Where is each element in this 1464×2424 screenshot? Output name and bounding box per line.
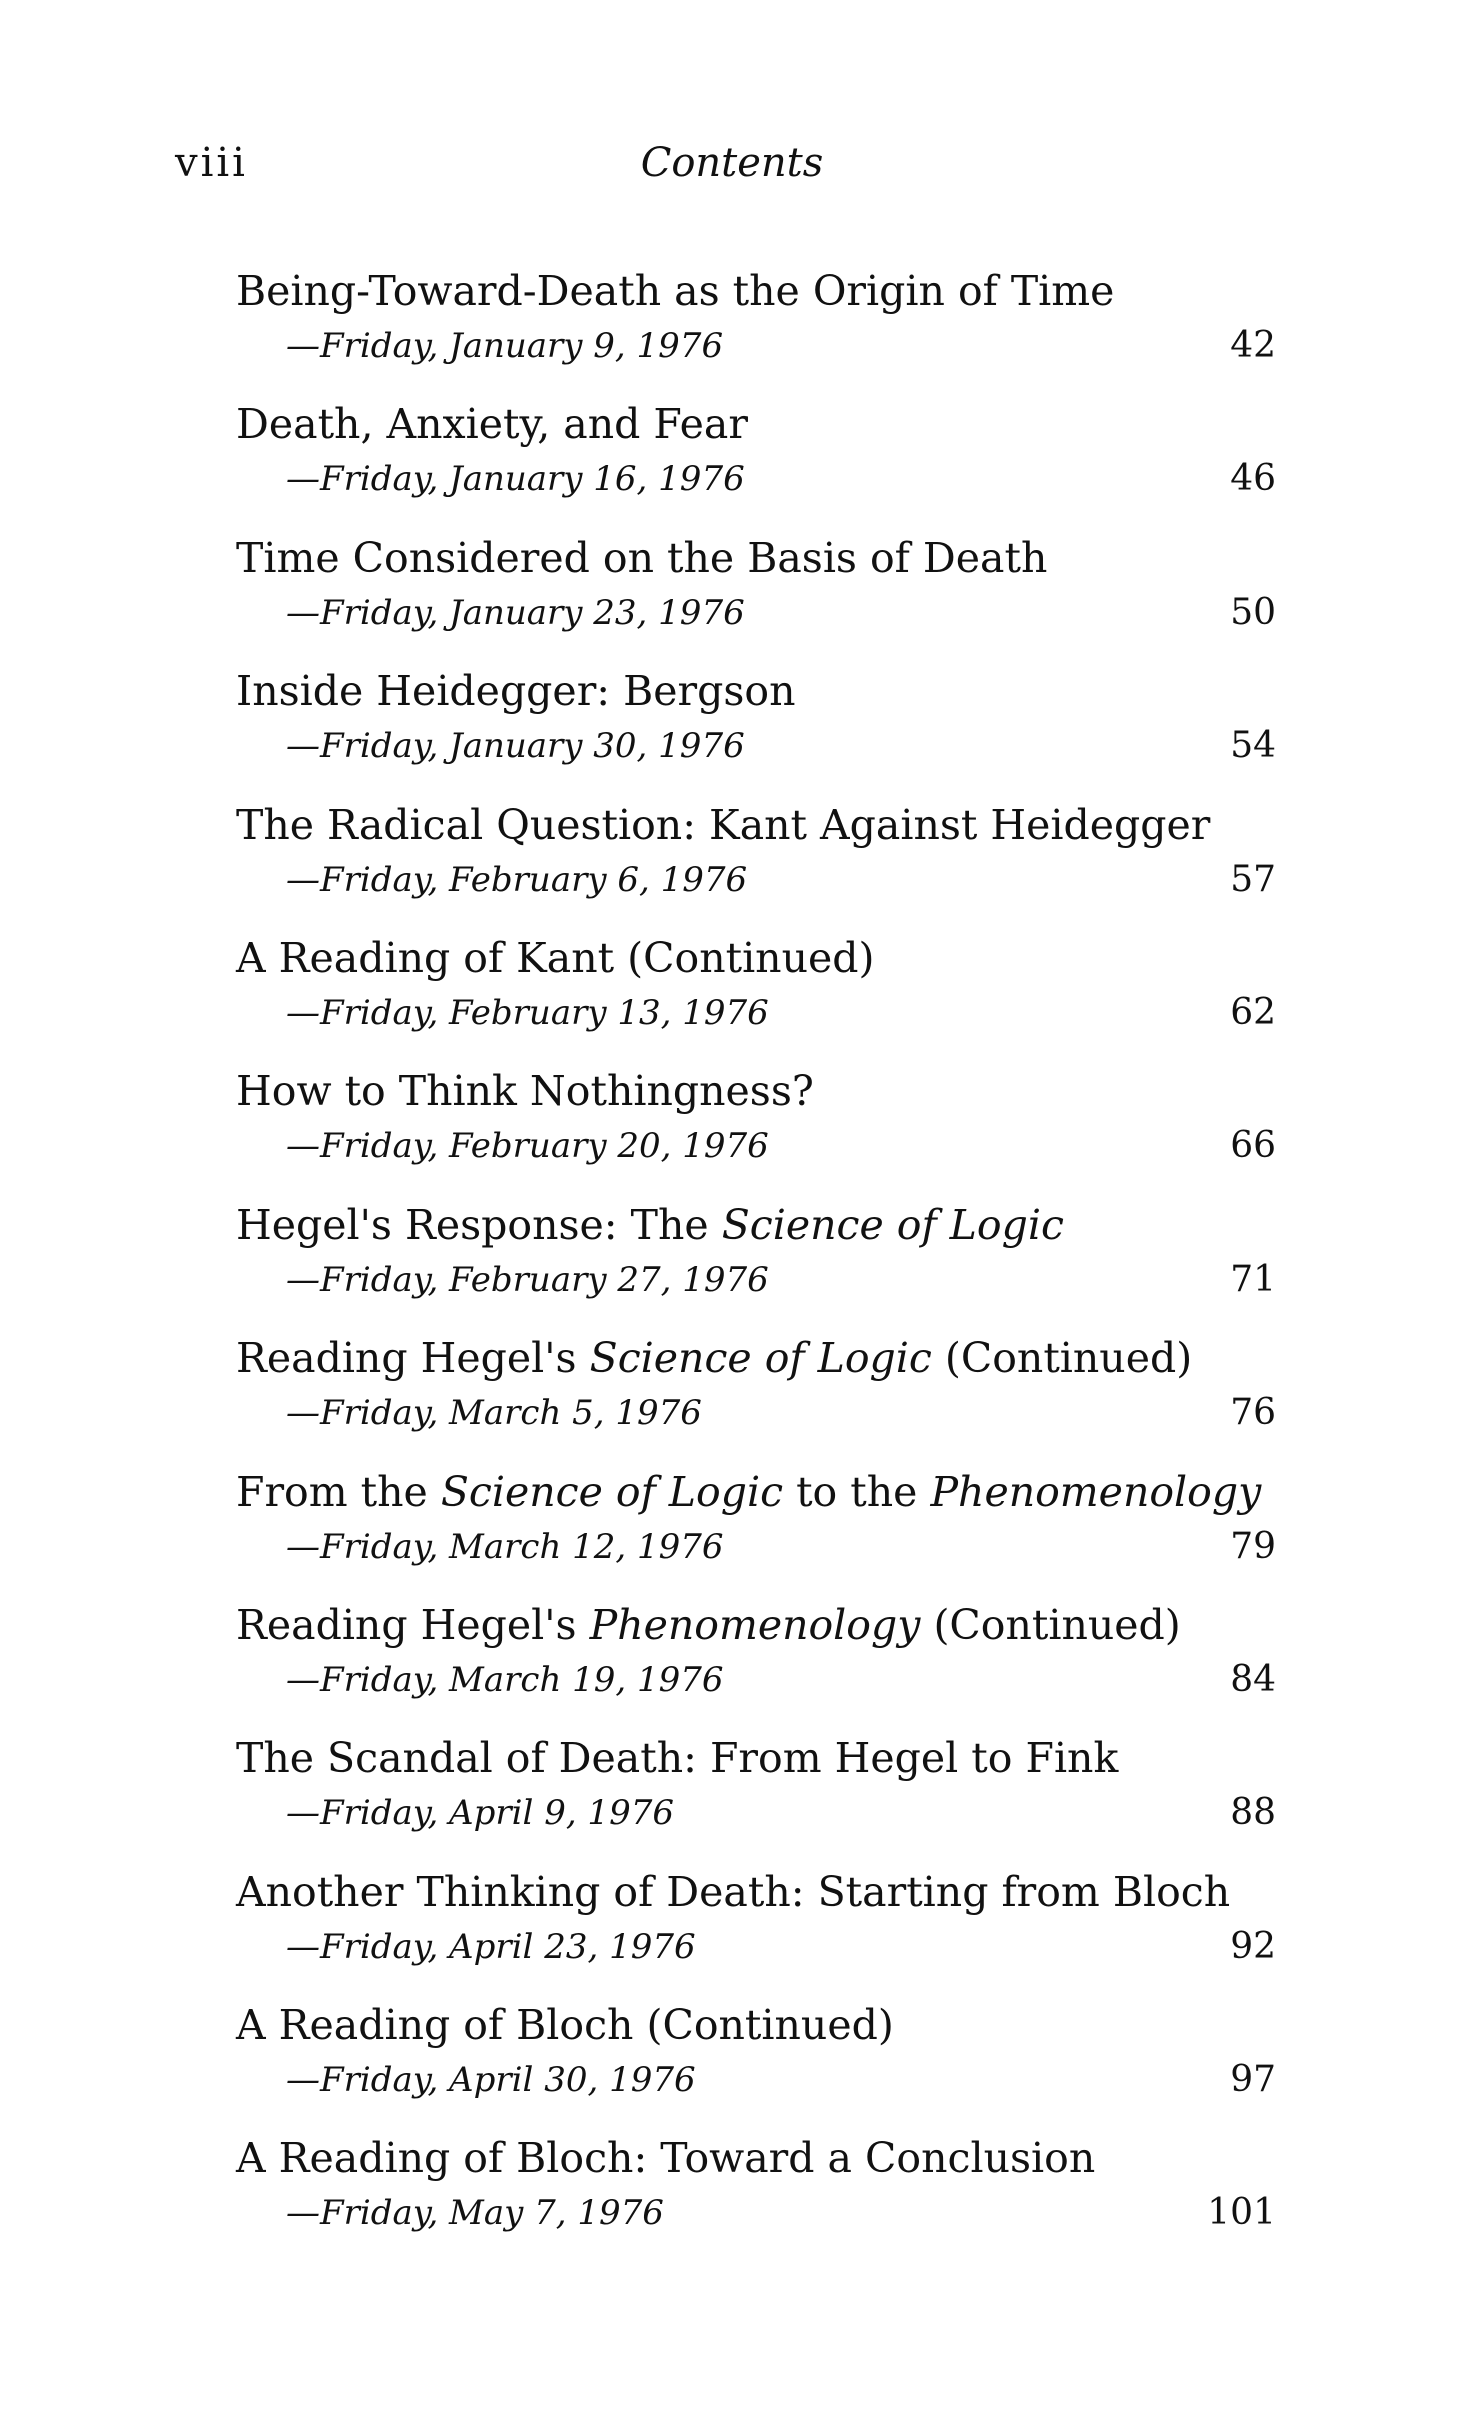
- entry-date: —Friday, February 27, 1976: [286, 1259, 769, 1300]
- entry-title: A Reading of Bloch: Toward a Conclusion: [236, 2134, 1096, 2183]
- title-text: (Continued): [920, 1600, 1181, 1649]
- entry-date: —Friday, February 13, 1976: [286, 992, 769, 1033]
- book-title-science-of-logic: Science of Logic: [440, 1467, 784, 1516]
- entry-page-number: 66: [1230, 1125, 1276, 1167]
- running-title: Contents: [640, 140, 824, 186]
- entry-page-number: 71: [1230, 1258, 1276, 1300]
- title-text: to the: [783, 1467, 931, 1516]
- toc-entry[interactable]: [236, 1330, 1286, 1463]
- entry-date: —Friday, May 7, 1976: [286, 2193, 664, 2234]
- entry-title: [236, 1197, 1286, 1253]
- entry-title: Another Thinking of Death: Starting from Bloch: [236, 1867, 1231, 1916]
- toc-entry[interactable]: [236, 396, 1286, 529]
- book-title-science-of-logic: Science of Logic: [721, 1200, 1064, 1249]
- title-text: Reading Hegel's: [236, 1600, 590, 1649]
- entry-date: —Friday, February 6, 1976: [286, 859, 748, 900]
- toc-entry[interactable]: [236, 1597, 1286, 1730]
- entry-date: —Friday, March 5, 1976: [286, 1393, 702, 1434]
- toc-entry[interactable]: [236, 797, 1286, 930]
- entry-date: —Friday, February 20, 1976: [286, 1126, 769, 1167]
- entry-date: —Friday, April 9, 1976: [286, 1793, 674, 1834]
- toc-entry[interactable]: [236, 1464, 1286, 1597]
- entry-page-number: 84: [1230, 1658, 1276, 1700]
- entry-title: The Scandal of Death: From Hegel to Fink: [236, 1734, 1119, 1783]
- entry-page-number: 57: [1230, 858, 1276, 900]
- entry-title: Time Considered on the Basis of Death: [236, 533, 1048, 582]
- running-head: [0, 140, 1464, 200]
- toc-entry[interactable]: [236, 2130, 1286, 2263]
- toc-entry[interactable]: [236, 530, 1286, 663]
- toc-entry[interactable]: [236, 663, 1286, 796]
- entry-date: —Friday, April 23, 1976: [286, 1926, 696, 1967]
- toc-entry[interactable]: [236, 1730, 1286, 1863]
- entry-page-number: 101: [1207, 2192, 1276, 2234]
- book-title-phenomenology: Phenomenology: [589, 1600, 921, 1649]
- entry-title: [236, 1597, 1286, 1653]
- entry-date: —Friday, April 30, 1976: [286, 2060, 696, 2101]
- entry-title: The Radical Question: Kant Against Heidegger: [236, 800, 1211, 849]
- entry-page-number: 79: [1230, 1525, 1276, 1567]
- entry-title: [236, 1330, 1286, 1386]
- entry-title: Inside Heidegger: Bergson: [236, 667, 796, 716]
- entry-title: Being-Toward-Death as the Origin of Time: [236, 267, 1115, 315]
- table-of-contents: [236, 263, 1286, 2264]
- entry-date: —Friday, January 30, 1976: [286, 726, 745, 767]
- title-text: Hegel's Response: The: [236, 1200, 722, 1249]
- title-text: Reading Hegel's: [236, 1334, 590, 1383]
- toc-entry[interactable]: [236, 1197, 1286, 1330]
- entry-page-number: 88: [1230, 1792, 1276, 1834]
- entry-title: Death, Anxiety, and Fear: [236, 400, 748, 449]
- page-folio: viii: [175, 140, 248, 186]
- entry-page-number: 54: [1230, 725, 1276, 767]
- entry-page-number: 97: [1230, 2059, 1276, 2101]
- entry-page-number: 42: [1230, 325, 1276, 366]
- entry-title: [236, 1464, 1286, 1520]
- title-text: (Continued): [931, 1334, 1193, 1383]
- entry-date: —Friday, March 12, 1976: [286, 1526, 724, 1567]
- toc-entry[interactable]: [236, 1864, 1286, 1997]
- entry-date: —Friday, January 16, 1976: [286, 459, 745, 500]
- entry-page-number: 46: [1230, 458, 1276, 500]
- entry-date: —Friday, January 9, 1976: [286, 326, 724, 366]
- toc-entry[interactable]: [236, 930, 1286, 1063]
- toc-entry[interactable]: [236, 1063, 1286, 1196]
- entry-page-number: 92: [1230, 1925, 1276, 1967]
- entry-date: —Friday, March 19, 1976: [286, 1659, 724, 1700]
- book-title-phenomenology: Phenomenology: [930, 1467, 1262, 1516]
- entry-page-number: 62: [1230, 991, 1276, 1033]
- title-text: From the: [236, 1467, 441, 1516]
- book-title-science-of-logic: Science of Logic: [589, 1334, 932, 1383]
- entry-page-number: 76: [1230, 1392, 1276, 1434]
- entry-page-number: 50: [1230, 591, 1276, 633]
- entry-title: A Reading of Kant (Continued): [236, 933, 875, 982]
- entry-title: How to Think Nothingness?: [236, 1067, 814, 1116]
- toc-entry[interactable]: [236, 263, 1286, 396]
- entry-date: —Friday, January 23, 1976: [286, 592, 745, 633]
- toc-entry[interactable]: [236, 1997, 1286, 2130]
- entry-title: A Reading of Bloch (Continued): [236, 2001, 894, 2050]
